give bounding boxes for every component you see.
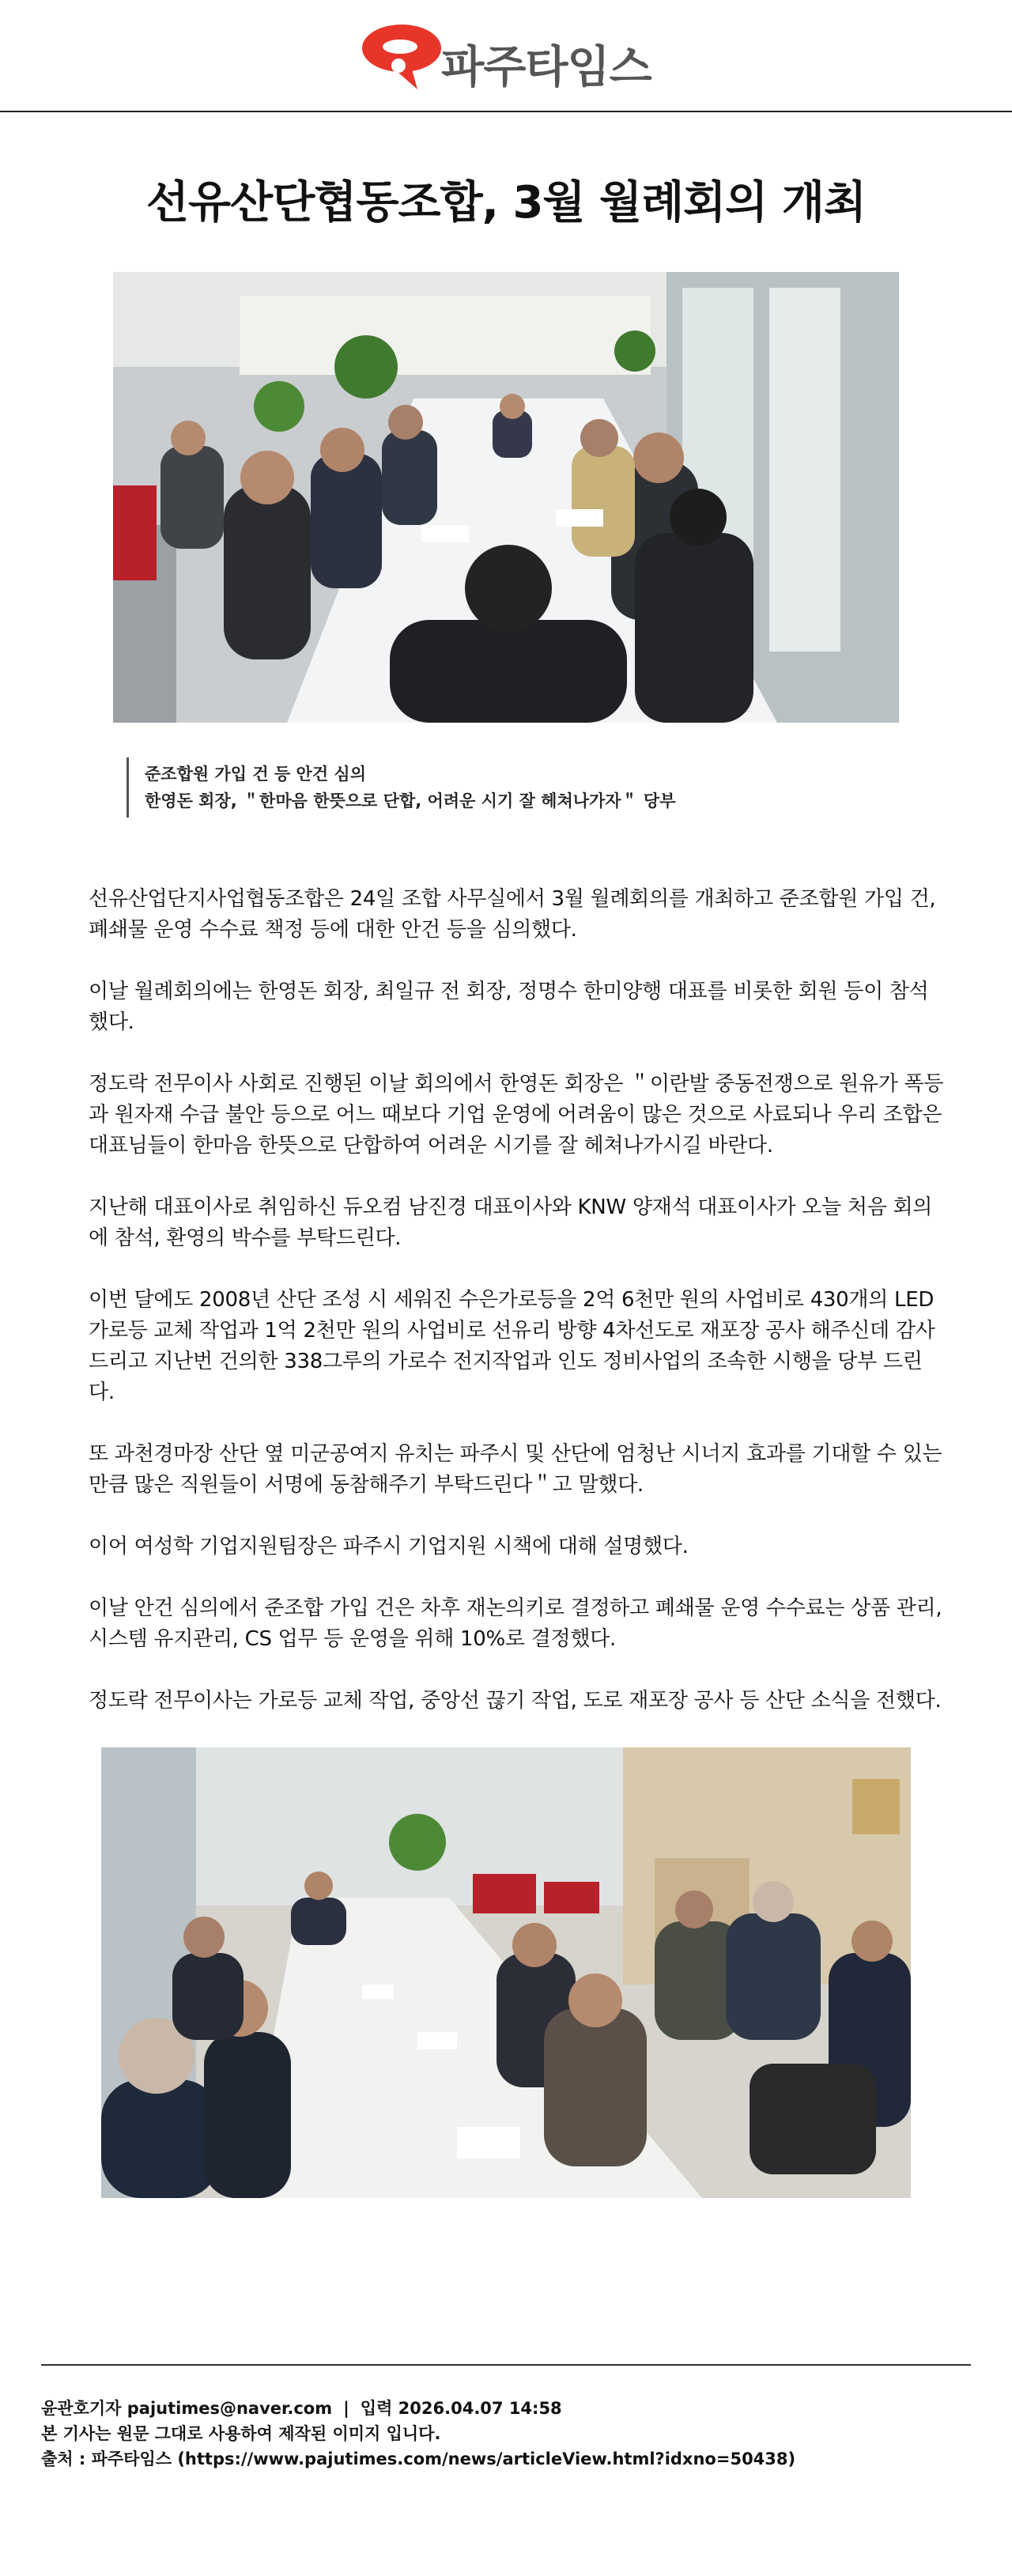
article-body bbox=[89, 884, 946, 1717]
photo-caption bbox=[126, 757, 1012, 818]
article-footer bbox=[41, 2364, 971, 2472]
paragraph-2: 이날 월례회의에는 한영돈 회장, 최일규 전 회장, 정명수 한미양행 대표를 비롯한 회원 등이 참석했다. bbox=[89, 980, 929, 1034]
paragraph-5: 이번 달에도 2008년 산단 조성 시 세워진 수은가로등을 2억 6천만 원의 사업비로 430개의 LED 가로등 교체 작업과 1억 2천만 원의 사업비로 선유리 방향 4차선도로 재포장 공사 해주신데 감사드리고 지난번 건의한 338그루의 가로수 전지작업과 인도 정비사업의 조속한 시행을 당부 드린다. bbox=[89, 1288, 935, 1404]
paragraph-7: 이어 여성학 기업지원팀장은 파주시 기업지원 시책에 대해 설명했다. bbox=[89, 1535, 689, 1558]
site-logo[interactable] bbox=[361, 15, 651, 96]
source-link[interactable]: 출처 : 파주타임스 (https://www.pajutimes.com/news/articleView.html?idxno=50438) bbox=[41, 2449, 796, 2468]
article-photo-meeting-2 bbox=[101, 1747, 911, 2198]
logo-mark-icon bbox=[361, 20, 447, 91]
caption-line-2: 한영돈 회장, ＂한마음 한뜻으로 단합, 어려운 시기 잘 헤쳐나가자＂ 당부 bbox=[145, 791, 676, 810]
logo-text: 파주타임스 bbox=[441, 42, 651, 93]
paragraph-1: 선유산업단지사업협동조합은 24일 조합 사무실에서 3월 월례회의를 개최하고 준조합원 가입 건, 폐쇄물 운영 수수료 책정 등에 대한 안건 등을 심의했다. bbox=[89, 887, 936, 942]
masthead bbox=[0, 0, 1012, 112]
meeting-photo-2-image bbox=[101, 1747, 911, 2198]
paragraph-9: 정도락 전무이사는 가로등 교체 작업, 중앙선 끊기 작업, 도로 재포장 공사 등 산단 소식을 전했다. bbox=[89, 1689, 942, 1713]
reproduction-notice: 본 기사는 원문 그대로 사용하여 제작된 이미지 입니다. bbox=[41, 2424, 441, 2443]
footer-meta-line bbox=[41, 2396, 971, 2421]
footer-separator: | bbox=[343, 2399, 349, 2418]
byline: 윤관호기자 pajutimes@naver.com bbox=[41, 2399, 333, 2418]
paragraph-8: 이날 안건 심의에서 준조합 가입 건은 차후 재논의키로 결정하고 폐쇄물 운영 수수료는 상품 관리, 시스템 유지관리, CS 업무 등 운영을 위해 10%로 결정했다. bbox=[89, 1596, 942, 1651]
paragraph-4: 지난해 대표이사로 취임하신 듀오컴 남진경 대표이사와 KNW 양재석 대표이사가 오늘 처음 회의에 참석, 환영의 박수를 부탁드린다. bbox=[89, 1195, 933, 1250]
meeting-photo-1-image bbox=[113, 272, 899, 723]
article-photo-meeting-1 bbox=[113, 272, 899, 723]
paragraph-3: 정도락 전무이사 사회로 진행된 이날 회의에서 한영돈 회장은 ＂이란발 중동전쟁으로 원유가 폭등과 원자재 수급 불안 등으로 어느 때보다 기업 운영에 어려움이 많은 것으로 사료되나 우리 조합은 대표님들이 한마음 한뜻으로 단합하여 어려운 시기를 잘 헤쳐나가시길 바란다. bbox=[89, 1072, 944, 1158]
paragraph-6: 또 과천경마장 산단 옆 미군공여지 유치는 파주시 및 산단에 엄청난 시너지 효과를 기대할 수 있는 만큼 많은 직원들이 서명에 동참해주기 부탁드린다＂고 말했다. bbox=[89, 1442, 942, 1497]
published-date: 입력 2026.04.07 14:58 bbox=[360, 2399, 562, 2418]
article-headline: 선유산단협동조합, 3월 월례회의 개최 bbox=[145, 177, 867, 229]
caption-line-1: 준조합원 가입 건 등 안건 심의 bbox=[145, 765, 366, 784]
